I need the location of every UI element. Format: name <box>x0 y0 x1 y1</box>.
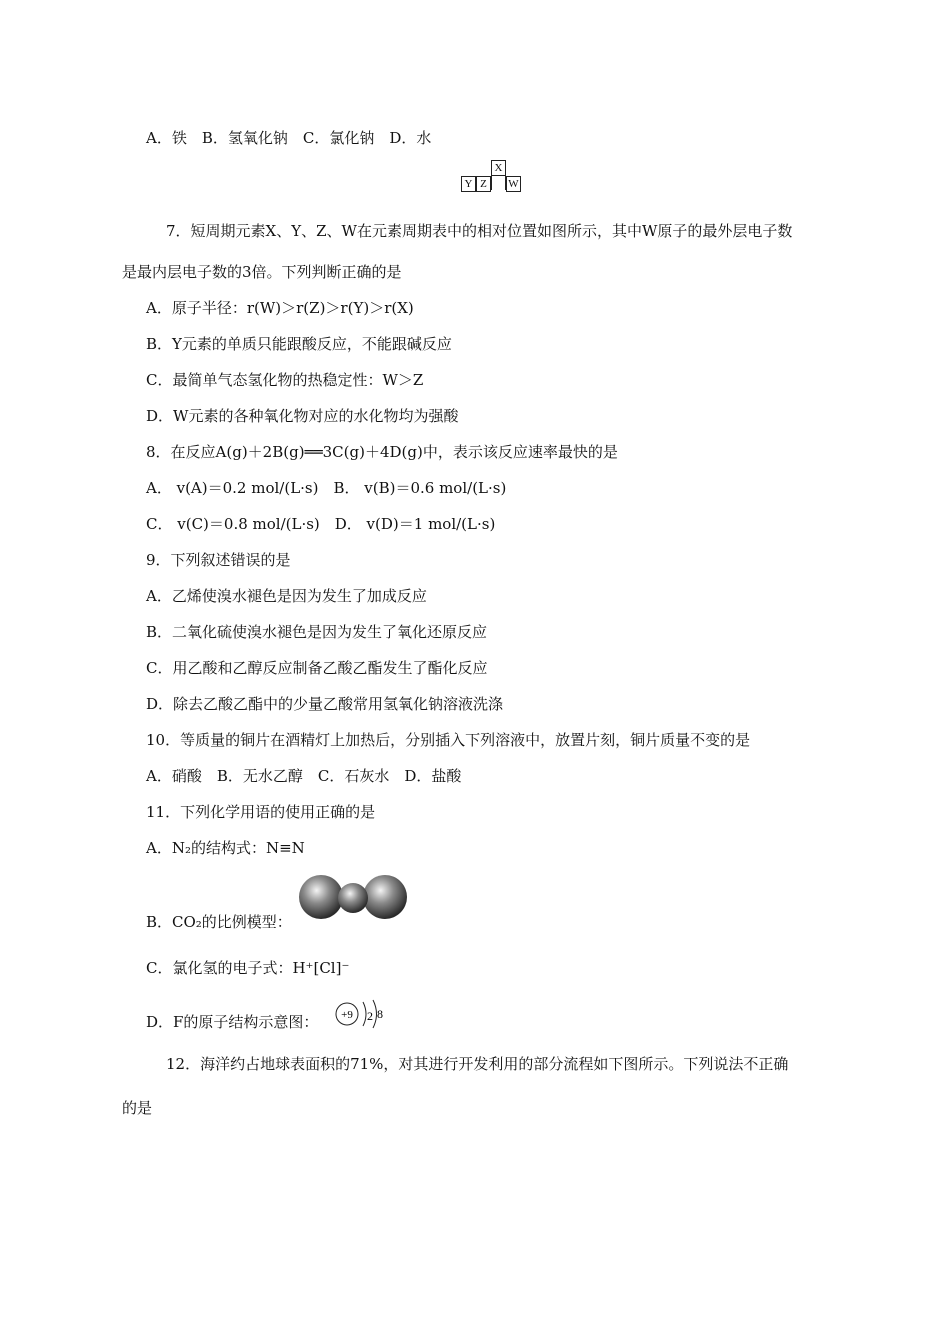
q11-stem: 11．下列化学用语的使用正确的是 <box>146 803 376 821</box>
q9-stem: 9．下列叙述错误的是 <box>146 551 291 569</box>
pt-cell-y: Y <box>461 176 476 192</box>
f-nucleus-label: +9 <box>341 1009 353 1021</box>
q11-option-c: C．氯化氢的电子式：H⁺[Cl]⁻ <box>146 959 350 977</box>
co2-space-filling-model <box>298 874 410 926</box>
q12-stem-line2: 的是 <box>122 1099 153 1117</box>
q7-option-d: D．W元素的各种氧化物对应的水化物均为强酸 <box>146 407 459 425</box>
q7-option-b: B．Y元素的单质只能跟酸反应，不能跟碱反应 <box>146 335 452 353</box>
q11-option-b: B．CO₂的比例模型： <box>146 913 292 931</box>
pt-cell-w: W <box>506 176 521 192</box>
q10-stem: 10．等质量的铜片在酒精灯上加热后，分别插入下列溶液中，放置片刻，铜片质量不变的是 <box>146 731 751 749</box>
q9-option-b: B．二氧化硫使溴水褪色是因为发生了氧化还原反应 <box>146 623 488 641</box>
f-shell2-electrons: 8 <box>377 1007 383 1021</box>
q9-option-d: D．除去乙酸乙酯中的少量乙酸常用氢氧化钠溶液洗涤 <box>146 695 504 713</box>
pt-cell-z: Z <box>476 176 491 192</box>
f-shell1-electrons: 2 <box>367 1009 373 1023</box>
pt-cell-x: X <box>491 160 506 176</box>
q11-option-a: A．N₂的结构式：N≡N <box>146 839 305 857</box>
q12-stem-line1: 12．海洋约占地球表面积的71%，对其进行开发利用的部分流程如下图所示。下列说法不正确 <box>166 1055 789 1073</box>
q9-option-c: C．用乙酸和乙醇反应制备乙酸乙酯发生了酯化反应 <box>146 659 488 677</box>
q11-option-d: D．F的原子结构示意图： <box>146 1013 319 1031</box>
q7-option-c: C．最简单气态氢化物的热稳定性：W＞Z <box>146 371 424 389</box>
q7-stem-line2: 是最内层电子数的3倍。下列判断正确的是 <box>122 263 402 281</box>
fluorine-atom-structure-diagram <box>334 998 394 1038</box>
q9-option-a: A．乙烯使溴水褪色是因为发生了加成反应 <box>146 587 427 605</box>
q7-stem-line1: 7．短周期元素X、Y、Z、W在元素周期表中的相对位置如图所示，其中W原子的最外层电子数 <box>166 222 793 240</box>
q10-options: A．硝酸 B．无水乙醇 C．石灰水 D．盐酸 <box>146 767 462 785</box>
q7-option-a: A．原子半径：r(W)＞r(Z)＞r(Y)＞r(X) <box>146 299 414 317</box>
q8-options-ab: A． v(A)＝0.2 mol/(L·s) B． v(B)＝0.6 mol/(L·s) <box>146 479 507 497</box>
q8-stem: 8．在反应A(g)＋2B(g)══3C(g)＋4D(g)中，表示该反应速率最快的是 <box>146 443 618 461</box>
pt-cell-empty <box>491 176 506 190</box>
q6-options: A．铁 B．氢氧化钠 C．氯化钠 D．水 <box>146 129 432 147</box>
q8-options-cd: C． v(C)＝0.8 mol/(L·s) D． v(D)＝1 mol/(L·s) <box>146 515 496 533</box>
